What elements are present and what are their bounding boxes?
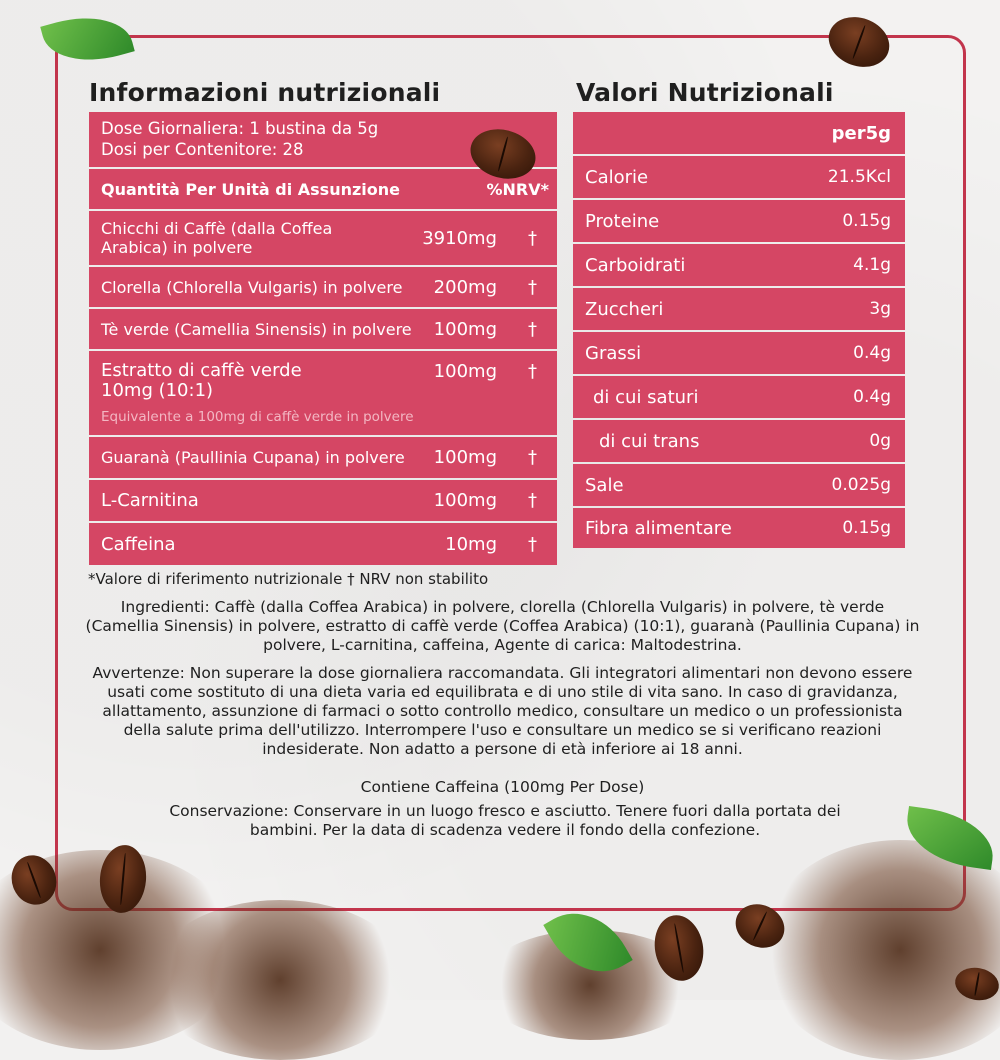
ingredient-name: Clorella (Chlorella Vulgaris) in polvere (101, 277, 403, 297)
nutrient-value: 4.1g (853, 255, 891, 275)
table-row (573, 288, 905, 330)
nutrient-value: 0g (869, 431, 891, 451)
table-row (573, 200, 905, 242)
nutrient-name: Grassi (585, 342, 642, 364)
nutrient-name: Carboidrati (585, 254, 686, 276)
ingredient-name: Chicchi di Caffè (dalla Coffea (101, 219, 333, 238)
nrv-value: † (528, 533, 537, 555)
nrv-header: %NRV* (486, 179, 549, 199)
table-row (573, 332, 905, 374)
nrv-value: † (528, 276, 537, 298)
nrv-value: † (528, 361, 537, 382)
nutrient-name: Calorie (585, 166, 649, 188)
nutrient-value: 21.5Kcl (827, 167, 891, 187)
caffeine-notice: Contiene Caffeina (100mg Per Dose) (360, 778, 645, 796)
table-row (89, 480, 557, 521)
nutrient-value: 0.15g (842, 518, 891, 538)
amount-per-serving-label: Quantità Per Unità di Assunzione (101, 179, 400, 199)
table-row (573, 420, 905, 462)
nutrition-values-title: Valori Nutrizionali (576, 78, 834, 107)
nutrient-name: Sale (585, 474, 624, 496)
table-row (89, 523, 557, 565)
nutrient-name: Proteine (585, 210, 660, 232)
per-serving-label: per5g (831, 122, 891, 144)
nutrient-name: Fibra alimentare (585, 517, 732, 539)
nutrient-value: 0.4g (853, 387, 891, 407)
nutrient-value: 3g (869, 299, 891, 319)
nutrient-value: 0.4g (853, 343, 891, 363)
nrv-value: † (528, 490, 537, 511)
table-row (573, 244, 905, 286)
ingredient-amount: 200mg (433, 276, 497, 298)
nutrition-values-header (573, 112, 905, 154)
nutrient-name: di cui trans (599, 430, 700, 452)
ingredient-amount: 100mg (433, 361, 497, 382)
ingredient-amount: 100mg (433, 490, 497, 511)
nrv-value: † (528, 318, 537, 340)
ingredient-amount: 100mg (433, 447, 497, 468)
nutrient-value: 0.15g (842, 211, 891, 231)
ingredient-name: Tè verde (Camellia Sinensis) in polvere (101, 319, 412, 339)
table-row (573, 376, 905, 418)
ingredient-name: Caffeina (101, 533, 176, 555)
servings-per-container: Dosi per Contenitore: 28 (101, 140, 304, 159)
table-row (89, 267, 557, 307)
table-row (573, 508, 905, 548)
ingredient-name: Arabica) in polvere (101, 238, 253, 257)
table-row (89, 211, 557, 265)
nutrition-header-row (89, 169, 557, 209)
nutrient-name: Zuccheri (585, 298, 664, 320)
nrv-footnote: *Valore di riferimento nutrizionale † NRV non stabilito (88, 570, 489, 588)
warnings-text: Avvertenze: Non superare la dose giornaliera raccomandata. Gli integratori alimentari non devono essere usati come sostituto di una dieta varia ed equilibrata e di uno stile di vita sano. In caso di gravidanza, allattamento, assunzione di farmaci o sotto controllo medico, consultare un medico o un professionista della salute prima dell'utilizzo. Interrompere l'uso e consultare un medico se si verificano reazioni indesiderate. Non adatto a persone di età inferiore ai 18 anni. (92, 664, 913, 758)
ingredient-name: 10mg (10:1) (101, 380, 214, 401)
table-row (573, 464, 905, 506)
nutrient-value: 0.025g (831, 475, 891, 495)
ingredient-amount: 3910mg (422, 227, 497, 249)
nutrition-info-title: Informazioni nutrizionali (89, 78, 441, 107)
coffee-grounds (150, 900, 410, 1060)
table-row (573, 156, 905, 198)
ingredients-text: Ingredienti: Caffè (dalla Coffea Arabica) in polvere, clorella (Chlorella Vulgaris) in polvere, tè verde (Camellia Sinensis) in polvere, estratto di caffè verde (Coffea Arabica) (10:1), guaranà (Paullinia Cupana) in polvere, L-carnitina, caffeina, Agente di carica: Maltodestrina. (85, 598, 920, 654)
storage-text: Conservazione: Conservare in un luogo fresco e asciutto. Tenere fuori dalla portata dei bambini. Per la data di scadenza vedere il fondo della confezione. (169, 802, 841, 839)
nrv-value: † (528, 227, 537, 249)
table-row (89, 309, 557, 349)
ingredient-name: L-Carnitina (101, 490, 199, 511)
ingredient-name: Guaranà (Paullinia Cupana) in polvere (101, 448, 405, 467)
nrv-value: † (528, 447, 537, 468)
table-row (89, 351, 557, 435)
nutrient-name: di cui saturi (593, 386, 699, 408)
table-row (89, 437, 557, 478)
ingredient-note: Equivalente a 100mg di caffè verde in polvere (101, 409, 414, 425)
serving-size: Dose Giornaliera: 1 bustina da 5g (101, 119, 379, 138)
ingredient-name: Estratto di caffè verde (101, 360, 302, 381)
ingredient-amount: 100mg (433, 318, 497, 340)
ingredient-amount: 10mg (445, 533, 497, 555)
